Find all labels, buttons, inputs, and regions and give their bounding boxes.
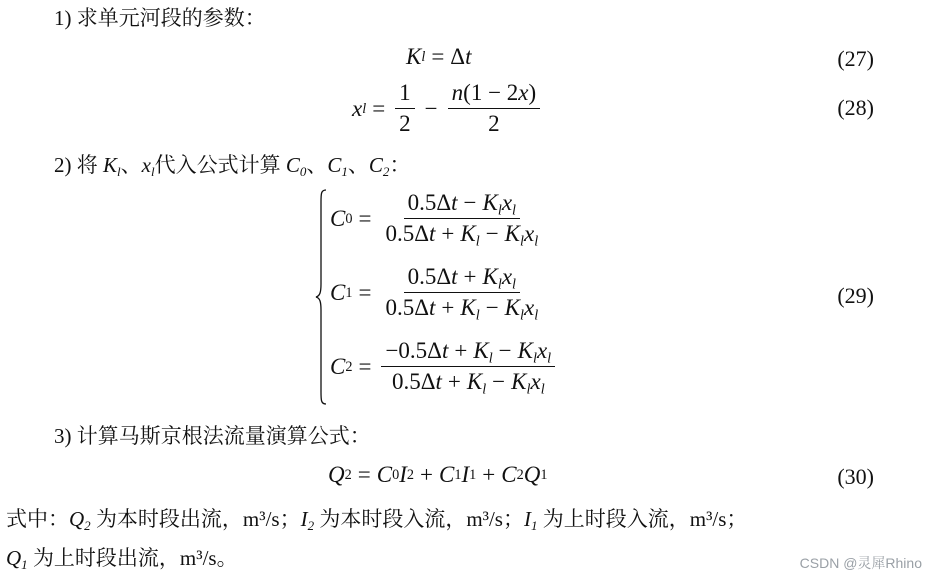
fraction-n bbox=[448, 80, 541, 138]
var-K: K bbox=[517, 338, 533, 363]
sub-l: l bbox=[534, 234, 539, 250]
denominator bbox=[381, 293, 542, 324]
equals: = bbox=[358, 279, 372, 305]
coef: 0.5Δ bbox=[385, 221, 429, 247]
step-text: 将 bbox=[76, 153, 103, 177]
colon: ： bbox=[389, 153, 411, 177]
equals: = bbox=[431, 44, 445, 69]
var-x: x bbox=[523, 221, 535, 247]
sub-1: 1 bbox=[21, 557, 28, 573]
desc-text: 为本时段入流，m³/s； bbox=[314, 507, 524, 531]
step-number: 1) bbox=[54, 6, 72, 30]
sub-2: 2 bbox=[307, 518, 315, 534]
fraction-c0 bbox=[381, 190, 542, 248]
fraction-c1 bbox=[381, 264, 542, 322]
coef: −0.5Δ bbox=[385, 338, 442, 363]
sub-l: l bbox=[547, 350, 552, 367]
var-K: K bbox=[482, 264, 498, 289]
equation-number-29: (29) bbox=[837, 283, 874, 308]
step-3 bbox=[54, 424, 371, 449]
sub-l: l bbox=[540, 382, 545, 398]
left-brace bbox=[315, 188, 327, 406]
sub-l: l bbox=[512, 276, 517, 293]
equation-30: Q 2 = C 0 I 2 + C 1 I 1 + C 2 Q 1 bbox=[328, 462, 548, 487]
coef: 0.5Δ bbox=[391, 369, 436, 395]
equation-number-27: (27) bbox=[837, 46, 874, 71]
var-n: n bbox=[451, 80, 464, 105]
var-C: C bbox=[330, 205, 346, 231]
equals: = bbox=[358, 353, 372, 379]
var-K: K bbox=[103, 153, 118, 177]
step-2 bbox=[54, 153, 410, 178]
var-K: K bbox=[473, 338, 489, 363]
minus: − bbox=[492, 369, 506, 395]
sub-1: 1 bbox=[341, 164, 348, 180]
var-x: x bbox=[141, 153, 151, 177]
var-x: x bbox=[536, 338, 548, 363]
sub-2: 2 bbox=[382, 164, 390, 180]
var-C: C bbox=[368, 153, 383, 177]
sub-l: l bbox=[117, 164, 121, 180]
plus: + bbox=[463, 264, 477, 289]
var-x: x bbox=[530, 369, 541, 395]
var-I: I bbox=[399, 462, 407, 487]
desc-prefix: 式中： bbox=[6, 507, 69, 531]
step-1 bbox=[54, 6, 266, 31]
plus: + bbox=[482, 462, 496, 487]
coef: 0.5Δ bbox=[407, 264, 452, 289]
sub-1: 1 bbox=[530, 518, 538, 534]
step-text: 求单元河段的参数： bbox=[76, 6, 266, 30]
var-t: t bbox=[451, 264, 458, 289]
sub-l: l bbox=[475, 234, 480, 250]
coef: 0.5Δ bbox=[385, 295, 429, 321]
var-C: C bbox=[438, 462, 455, 487]
var-K: K bbox=[482, 190, 498, 215]
sub-l: l bbox=[488, 350, 493, 367]
sub-l: l bbox=[534, 308, 539, 324]
var-C: C bbox=[501, 462, 517, 487]
var-K: K bbox=[406, 44, 422, 69]
var-C: C bbox=[330, 279, 346, 305]
var-C: C bbox=[376, 462, 393, 487]
separator: 、 bbox=[347, 153, 369, 177]
var-K: K bbox=[460, 295, 476, 321]
var-K: K bbox=[466, 369, 483, 395]
numerator: 1 bbox=[395, 80, 415, 109]
step-number: 2) bbox=[54, 153, 72, 177]
equals: = bbox=[357, 462, 371, 487]
var-t: t bbox=[451, 190, 458, 215]
var-I: I bbox=[300, 507, 308, 531]
description-line-2 bbox=[6, 546, 238, 571]
sub-l: l bbox=[520, 308, 524, 324]
var-C: C bbox=[327, 153, 342, 177]
plus: + bbox=[441, 221, 455, 247]
denominator: 2 bbox=[488, 111, 500, 137]
equation-27: K l = Δ t bbox=[406, 44, 472, 69]
sub-l: l bbox=[497, 276, 502, 293]
separator: 、 bbox=[120, 153, 142, 177]
equation-29-c1: C 1 = $\frac{0.5\Delta t + K_lx_l}{0.5\Delta t + K_l - K_lx_l}$ bbox=[330, 264, 546, 322]
watermark: CSDN @灵犀Rhino bbox=[799, 555, 922, 571]
sub-l: l bbox=[475, 308, 480, 324]
coef: 0.5Δ bbox=[407, 190, 452, 215]
var-x: x bbox=[352, 95, 363, 121]
equals: = bbox=[358, 205, 372, 231]
fraction-half bbox=[395, 80, 415, 138]
var-x: x bbox=[523, 295, 535, 321]
var-t: t bbox=[429, 221, 436, 247]
var-t: t bbox=[441, 338, 449, 363]
sub-l: l bbox=[526, 382, 531, 398]
equation-number-28: (28) bbox=[837, 95, 874, 120]
sub-l: l bbox=[497, 202, 502, 219]
var-I: I bbox=[461, 462, 470, 487]
sub-0: 0 bbox=[299, 164, 307, 180]
paren-expr: (1 − 2 bbox=[463, 80, 519, 105]
delta: Δ bbox=[450, 44, 466, 69]
numerator bbox=[448, 80, 541, 109]
minus: − bbox=[485, 295, 499, 321]
denominator: 2 bbox=[399, 111, 411, 137]
desc-text: 为本时段出流，m³/s； bbox=[90, 507, 301, 531]
var-K: K bbox=[460, 221, 476, 247]
equals: = bbox=[372, 95, 386, 121]
var-x: x bbox=[501, 190, 513, 215]
numerator bbox=[404, 264, 520, 293]
plus: + bbox=[454, 338, 468, 363]
var-x: x bbox=[501, 264, 513, 289]
equation-29-c2: C 2 = $\frac{-0.5\Delta t + K_l - K_lx_l}{0.5\Delta t + K_l - K_lx_l}$ bbox=[330, 338, 559, 396]
var-C: C bbox=[330, 353, 346, 379]
numerator bbox=[404, 190, 520, 219]
description-line-1 bbox=[6, 507, 747, 532]
desc-text: 为上时段出流，m³/s。 bbox=[27, 546, 238, 570]
sub-2: 2 bbox=[84, 518, 91, 534]
var-Q: Q bbox=[328, 462, 345, 487]
fraction-c2 bbox=[381, 338, 555, 396]
denominator bbox=[388, 367, 549, 398]
numerator bbox=[381, 338, 555, 367]
step-number: 3) bbox=[54, 424, 72, 448]
sub-l: l bbox=[532, 350, 537, 367]
equation-28: x l = $\frac{1}{2}$ − $\frac{n(1 - 2x)}{2}$ bbox=[352, 80, 544, 138]
plus: + bbox=[420, 462, 433, 487]
equation-number-30: (30) bbox=[837, 464, 874, 489]
var-Q: Q bbox=[523, 462, 541, 487]
step-text: 计算马斯京根法流量演算公式： bbox=[76, 424, 371, 448]
var-t: t bbox=[465, 44, 472, 69]
var-Q: Q bbox=[6, 546, 22, 570]
var-K: K bbox=[504, 295, 521, 321]
desc-text: 为上时段入流，m³/s； bbox=[537, 507, 748, 531]
separator: 、 bbox=[306, 153, 328, 177]
step-text: 代入公式计算 bbox=[154, 153, 286, 177]
plus: + bbox=[447, 369, 461, 395]
var-x: x bbox=[518, 80, 529, 105]
minus: − bbox=[485, 221, 499, 247]
var-K: K bbox=[504, 221, 521, 247]
denominator bbox=[381, 219, 542, 250]
var-t: t bbox=[435, 369, 442, 395]
var-K: K bbox=[511, 369, 527, 395]
var-C: C bbox=[285, 153, 300, 177]
sub-l: l bbox=[512, 202, 517, 219]
sub-l: l bbox=[150, 164, 155, 180]
sub-l: l bbox=[482, 382, 487, 398]
plus: + bbox=[441, 295, 455, 321]
var-Q: Q bbox=[69, 507, 85, 531]
operator: − bbox=[463, 190, 477, 215]
sub-l: l bbox=[520, 234, 524, 250]
var-t: t bbox=[429, 295, 436, 321]
var-I: I bbox=[523, 507, 531, 531]
equation-29-c0: C 0 = $\frac{0.5\Delta t - K_lx_l}{0.5\Delta t + K_l - K_lx_l}$ bbox=[330, 190, 546, 248]
minus: − bbox=[424, 95, 438, 121]
minus: − bbox=[498, 338, 512, 363]
close-paren: ) bbox=[528, 80, 537, 105]
